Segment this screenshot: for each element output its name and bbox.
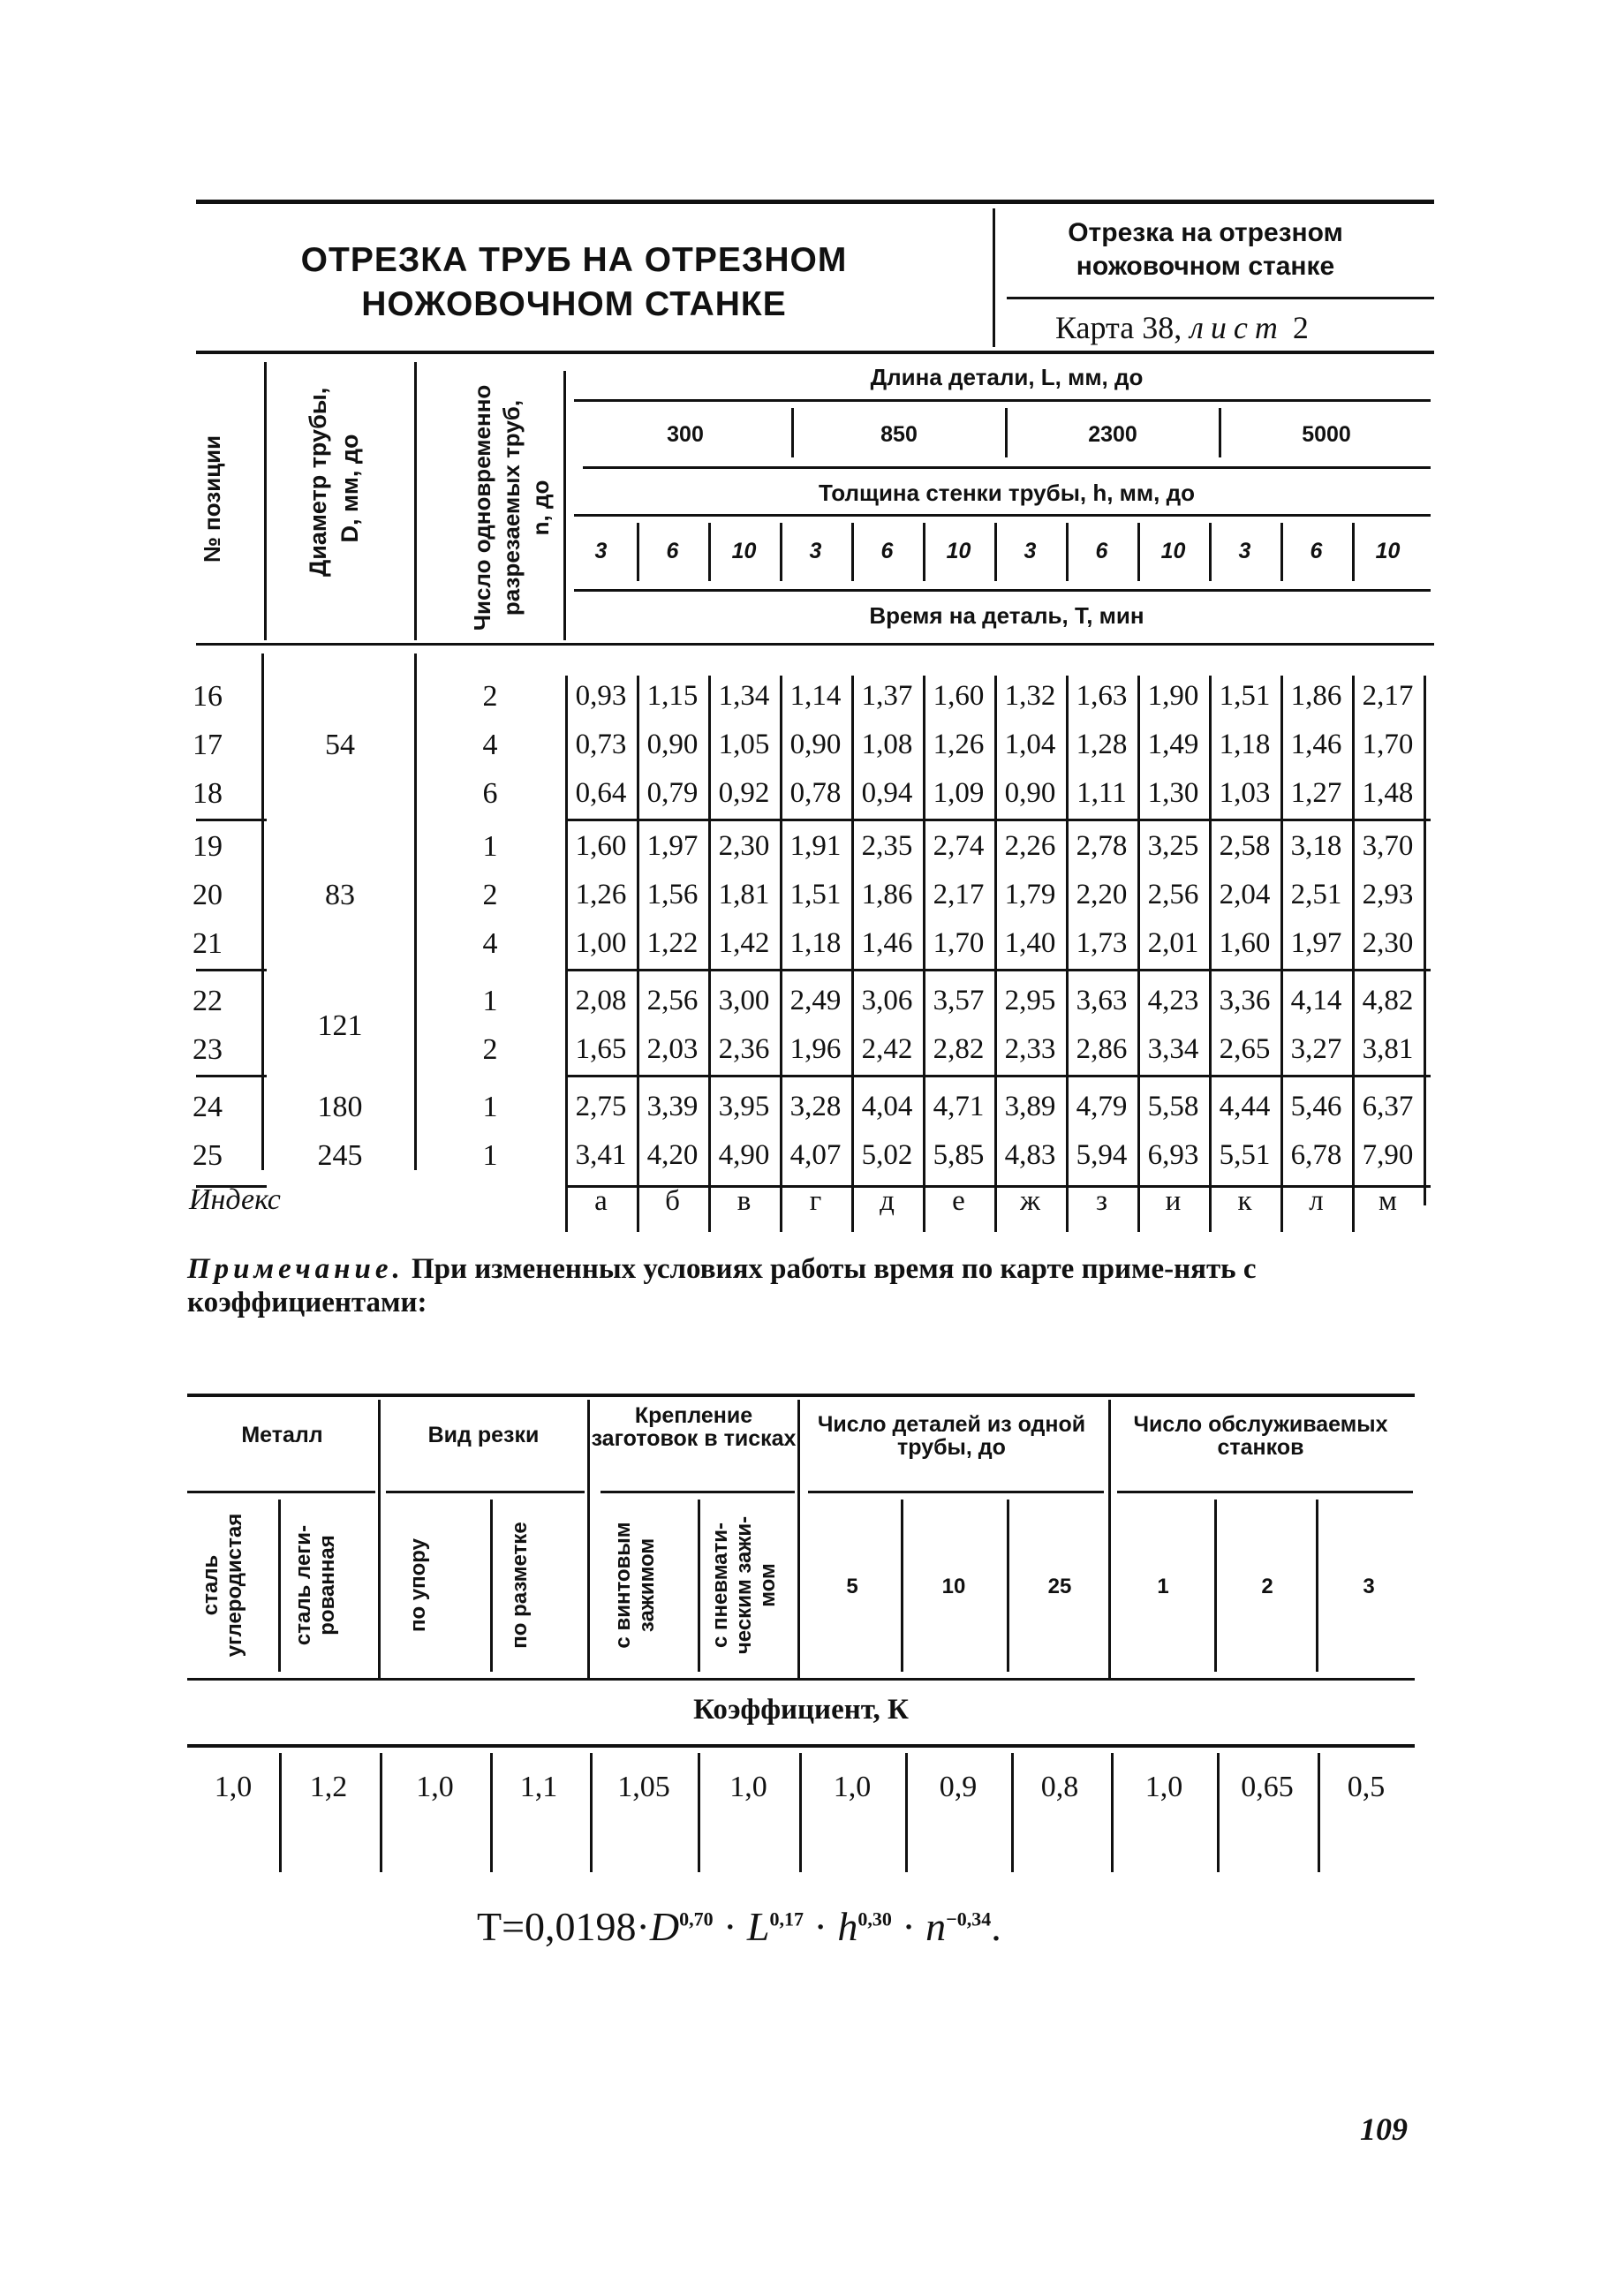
time-value: 5,58 <box>1147 1091 1199 1122</box>
time-value: 1,65 <box>575 1033 627 1065</box>
group-parts: Число деталей из одной трубы, до <box>817 1412 1086 1460</box>
coefficient-value: 1,0 <box>729 1771 767 1803</box>
coefficient-subheader: 3 <box>1363 1575 1375 1598</box>
time-value: 1,32 <box>1004 680 1056 712</box>
col-count-header: Число одновременно разрезаемых труб, n, до <box>469 384 554 631</box>
thickness-value: 6 <box>1310 539 1323 563</box>
time-value: 1,27 <box>1290 777 1342 809</box>
time-value: 0,92 <box>718 777 770 809</box>
time-value: 1,73 <box>1076 927 1128 959</box>
time-value: 4,14 <box>1290 985 1342 1016</box>
time-value: 1,40 <box>1004 927 1056 959</box>
time-value: 2,93 <box>1362 879 1414 910</box>
position-number: 23 <box>193 1033 223 1066</box>
position-number: 24 <box>193 1091 223 1123</box>
time-value: 2,01 <box>1147 927 1199 959</box>
group-clamp: Крепление заготовок в тисках <box>591 1403 797 1451</box>
time-value: 1,26 <box>575 879 627 910</box>
time-value: 1,79 <box>1004 879 1056 910</box>
coefficient-value: 1,05 <box>617 1771 670 1803</box>
side-title-line-2: ножовочном станке <box>1076 252 1335 281</box>
time-value: 3,06 <box>861 985 913 1016</box>
index-letter: г <box>809 1185 822 1217</box>
time-value: 2,17 <box>1362 680 1414 712</box>
time-value: 4,23 <box>1147 985 1199 1016</box>
index-letter: ж <box>1020 1185 1040 1217</box>
time-value: 1,28 <box>1076 729 1128 760</box>
time-value: 1,05 <box>718 729 770 760</box>
tube-count: 4 <box>482 729 498 761</box>
time-value: 1,51 <box>1219 680 1271 712</box>
title-line-2: НОЖОВОЧНОМ СТАНКЕ <box>361 285 787 323</box>
time-value: 1,70 <box>933 927 985 959</box>
time-value: 5,46 <box>1290 1091 1342 1122</box>
header-bottom-line <box>196 643 1434 646</box>
tube-count: 6 <box>482 777 498 810</box>
col-position-header: № позиции <box>199 434 225 563</box>
thickness-value: 6 <box>1095 539 1108 563</box>
time-value: 1,60 <box>933 680 985 712</box>
time-value: 1,70 <box>1362 729 1414 760</box>
time-value: 3,36 <box>1219 985 1271 1016</box>
tube-count: 2 <box>482 1033 498 1066</box>
time-value: 2,74 <box>933 830 985 862</box>
time-value: 1,96 <box>789 1033 842 1065</box>
coefficient-subheader: 5 <box>846 1575 858 1598</box>
time-value: 1,34 <box>718 680 770 712</box>
tube-count: 2 <box>482 879 498 911</box>
diameter-value: 180 <box>317 1091 363 1123</box>
time-value: 2,35 <box>861 830 913 862</box>
time-value: 1,18 <box>1219 729 1271 760</box>
tube-count: 2 <box>482 680 498 713</box>
time-value: 1,37 <box>861 680 913 712</box>
thickness-value: 6 <box>666 539 679 563</box>
coefficient-subheader: 25 <box>1047 1575 1072 1598</box>
time-value: 2,82 <box>933 1033 985 1065</box>
time-value: 0,93 <box>575 680 627 712</box>
thickness-value: 6 <box>880 539 894 563</box>
time-value: 3,70 <box>1362 830 1414 862</box>
time-value: 2,75 <box>575 1091 627 1122</box>
time-value: 2,36 <box>718 1033 770 1065</box>
position-number: 17 <box>193 729 223 761</box>
time-value: 1,30 <box>1147 777 1199 809</box>
thickness-value: 10 <box>946 539 971 563</box>
time-value: 1,56 <box>646 879 699 910</box>
time-value: 1,42 <box>718 927 770 959</box>
index-letter: б <box>665 1185 680 1217</box>
coefficient-subheader: 1 <box>1157 1575 1169 1598</box>
time-value: 1,51 <box>789 879 842 910</box>
coefficient-value: 1,0 <box>416 1771 454 1803</box>
time-value: 0,79 <box>646 777 699 809</box>
time-value: 2,26 <box>1004 830 1056 862</box>
time-value: 2,20 <box>1076 879 1128 910</box>
diameter-value: 54 <box>325 729 355 761</box>
coefficient-value: 1,1 <box>519 1771 558 1803</box>
coefficient-value: 1,0 <box>214 1771 253 1803</box>
tube-count: 1 <box>482 1139 498 1172</box>
coefficient-label: Коэффициент, К <box>693 1694 909 1726</box>
time-value: 3,57 <box>933 985 985 1016</box>
coefficient-subheader: с винтовым зажимом <box>611 1522 659 1649</box>
coefficient-value: 1,0 <box>833 1771 872 1803</box>
position-number: 22 <box>193 985 223 1017</box>
coefficient-value: 0,5 <box>1347 1771 1386 1803</box>
time-value: 6,93 <box>1147 1139 1199 1171</box>
note <box>187 1252 1441 1319</box>
header-divider <box>993 208 995 347</box>
time-value: 3,39 <box>646 1091 699 1122</box>
time-value: 4,79 <box>1076 1091 1128 1122</box>
time-value: 1,09 <box>933 777 985 809</box>
length-value: 2300 <box>1088 422 1137 447</box>
position-number: 18 <box>193 777 223 810</box>
time-value: 0,90 <box>646 729 699 760</box>
time-value: 1,86 <box>1290 680 1342 712</box>
page-title <box>265 238 883 327</box>
time-value: 3,27 <box>1290 1033 1342 1065</box>
time-value: 1,04 <box>1004 729 1056 760</box>
time-value: 2,65 <box>1219 1033 1271 1065</box>
length-header: Длина детали, L, мм, до <box>870 364 1144 390</box>
time-value: 3,41 <box>575 1139 627 1171</box>
coefficient-value: 0,65 <box>1241 1771 1294 1803</box>
coefficient-subheader: сталь углеродистая <box>199 1513 246 1658</box>
coefficient-subheader: сталь леги-рованная <box>291 1524 339 1646</box>
time-value: 1,15 <box>646 680 699 712</box>
time-value: 1,48 <box>1362 777 1414 809</box>
time-value: 1,46 <box>1290 729 1342 760</box>
time-value: 1,91 <box>789 830 842 862</box>
time-value: 2,95 <box>1004 985 1056 1016</box>
coefficient-subheader: по упору <box>406 1537 430 1633</box>
time-value: 1,97 <box>1290 927 1342 959</box>
thickness-value: 3 <box>809 539 822 563</box>
time-value: 0,90 <box>1004 777 1056 809</box>
length-value: 850 <box>880 422 918 447</box>
time-header: Время на деталь, Т, мин <box>869 602 1144 629</box>
coefficient-value: 1,0 <box>1144 1771 1183 1803</box>
time-value: 1,49 <box>1147 729 1199 760</box>
time-value: 1,63 <box>1076 680 1128 712</box>
time-value: 3,18 <box>1290 830 1342 862</box>
note-text: При измененных условиях работы время по карте приме-нять с коэффициентами: <box>187 1253 1257 1318</box>
time-value: 1,86 <box>861 879 913 910</box>
side-title <box>1007 216 1404 283</box>
time-value: 4,83 <box>1004 1139 1056 1171</box>
thickness-value: 3 <box>1023 539 1037 563</box>
time-value: 2,08 <box>575 985 627 1016</box>
time-value: 1,11 <box>1076 777 1127 809</box>
diameter-value: 83 <box>325 879 355 911</box>
group-metal: Металл <box>241 1423 323 1447</box>
index-letter: м <box>1379 1185 1397 1217</box>
time-value: 5,85 <box>933 1139 985 1171</box>
time-value: 5,94 <box>1076 1139 1128 1171</box>
time-value: 1,22 <box>646 927 699 959</box>
time-value: 1,90 <box>1147 680 1199 712</box>
side-title-line-1: Отрезка на отрезном <box>1068 218 1343 247</box>
time-value: 1,46 <box>861 927 913 959</box>
tube-count: 1 <box>482 830 498 863</box>
time-value: 2,17 <box>933 879 985 910</box>
index-letter: в <box>736 1185 752 1217</box>
time-value: 1,18 <box>789 927 842 959</box>
time-value: 1,97 <box>646 830 699 862</box>
index-letter: л <box>1309 1185 1324 1217</box>
title-line-1: ОТРЕЗКА ТРУБ НА ОТРЕЗНОМ <box>300 241 848 279</box>
time-value: 5,51 <box>1219 1139 1271 1171</box>
header-bottom-rule <box>196 351 1434 354</box>
thickness-value: 10 <box>1375 539 1401 563</box>
time-value: 0,78 <box>789 777 842 809</box>
time-value: 6,37 <box>1362 1091 1414 1122</box>
time-value: 1,60 <box>1219 927 1271 959</box>
time-value: 3,34 <box>1147 1033 1199 1065</box>
coefficient-value: 0,8 <box>1040 1771 1079 1803</box>
group-cut: Вид резки <box>427 1423 540 1447</box>
thickness-value: 3 <box>594 539 608 563</box>
time-value: 1,81 <box>718 879 770 910</box>
index-letter: е <box>952 1185 965 1217</box>
time-value: 4,04 <box>861 1091 913 1122</box>
time-value: 2,51 <box>1290 879 1342 910</box>
time-value: 6,78 <box>1290 1139 1342 1171</box>
thickness-header: Толщина стенки трубы, h, мм, до <box>819 480 1195 506</box>
position-number: 21 <box>193 927 223 960</box>
time-value: 3,95 <box>718 1091 770 1122</box>
diameter-value: 245 <box>317 1139 363 1172</box>
time-value: 2,42 <box>861 1033 913 1065</box>
card-label: Карта 38, лист 2 <box>1055 310 1309 345</box>
time-value: 5,02 <box>861 1139 913 1171</box>
group-machines: Число обслуживаемых станков <box>1133 1412 1388 1460</box>
time-value: 7,90 <box>1362 1139 1414 1171</box>
index-letter: и <box>1165 1185 1182 1217</box>
formula: $T=0,0198\cdot D^{0,70} \cdot L^{0,17} \cdot h^{0,30} \cdot n^{-0,34}$. <box>477 1904 1001 1949</box>
time-value: 1,60 <box>575 830 627 862</box>
time-value: 3,25 <box>1147 830 1199 862</box>
note-heading: Примечание. <box>187 1253 404 1285</box>
coefficient-subheader: с пневмати-ческим зажи-мом <box>708 1515 780 1655</box>
time-value: 2,30 <box>1362 927 1414 959</box>
time-value: 3,89 <box>1004 1091 1056 1122</box>
coefficient-value: 1,2 <box>309 1771 348 1803</box>
index-letter: а <box>594 1185 608 1217</box>
length-value: 5000 <box>1302 422 1351 447</box>
position-number: 20 <box>193 879 223 911</box>
coefficient-subheader: по разметке <box>508 1522 532 1649</box>
time-value: 2,33 <box>1004 1033 1056 1065</box>
col-diameter-header: Диаметр трубы, D, мм, до <box>305 387 363 577</box>
time-value: 2,58 <box>1219 830 1271 862</box>
diameter-value: 121 <box>317 1009 363 1042</box>
coefficient-subheader: 2 <box>1261 1575 1273 1598</box>
length-value: 300 <box>667 422 704 447</box>
time-value: 1,14 <box>789 680 842 712</box>
index-letter: д <box>880 1185 895 1217</box>
time-value: 3,81 <box>1362 1033 1414 1065</box>
thickness-value: 10 <box>731 539 757 563</box>
time-value: 2,49 <box>789 985 842 1016</box>
time-value: 2,78 <box>1076 830 1128 862</box>
time-value: 2,56 <box>1147 879 1199 910</box>
time-value: 1,08 <box>861 729 913 760</box>
position-number: 19 <box>193 830 223 863</box>
tube-count: 1 <box>482 985 498 1017</box>
coefficient-subheader: 10 <box>941 1575 966 1598</box>
time-value: 1,00 <box>575 927 627 959</box>
time-value: 2,03 <box>646 1033 699 1065</box>
side-rule <box>1007 297 1434 299</box>
time-value: 2,56 <box>646 985 699 1016</box>
time-value: 1,26 <box>933 729 985 760</box>
index-label: Индекс <box>189 1183 281 1216</box>
time-value: 3,63 <box>1076 985 1128 1016</box>
page-number: 109 <box>1360 2112 1408 2147</box>
time-value: 3,00 <box>718 985 770 1016</box>
top-rule <box>196 200 1434 204</box>
time-value: 0,90 <box>789 729 842 760</box>
time-value: 4,90 <box>718 1139 770 1171</box>
time-value: 2,86 <box>1076 1033 1128 1065</box>
position-number: 25 <box>193 1139 223 1172</box>
index-letter: з <box>1095 1185 1108 1217</box>
time-value: 0,73 <box>575 729 627 760</box>
tube-count: 1 <box>482 1091 498 1123</box>
tube-count: 4 <box>482 927 498 960</box>
thickness-value: 3 <box>1238 539 1251 563</box>
coefficient-value: 0,9 <box>939 1771 978 1803</box>
time-value: 0,94 <box>861 777 913 809</box>
time-value: 1,03 <box>1219 777 1271 809</box>
time-value: 4,44 <box>1219 1091 1271 1122</box>
time-value: 2,04 <box>1219 879 1271 910</box>
time-value: 4,07 <box>789 1139 842 1171</box>
time-value: 4,20 <box>646 1139 699 1171</box>
index-letter: к <box>1237 1185 1252 1217</box>
thickness-value: 10 <box>1160 539 1186 563</box>
time-value: 2,30 <box>718 830 770 862</box>
time-value: 0,64 <box>575 777 627 809</box>
time-value: 4,82 <box>1362 985 1414 1016</box>
position-number: 16 <box>193 680 223 713</box>
time-value: 4,71 <box>933 1091 985 1122</box>
time-value: 3,28 <box>789 1091 842 1122</box>
